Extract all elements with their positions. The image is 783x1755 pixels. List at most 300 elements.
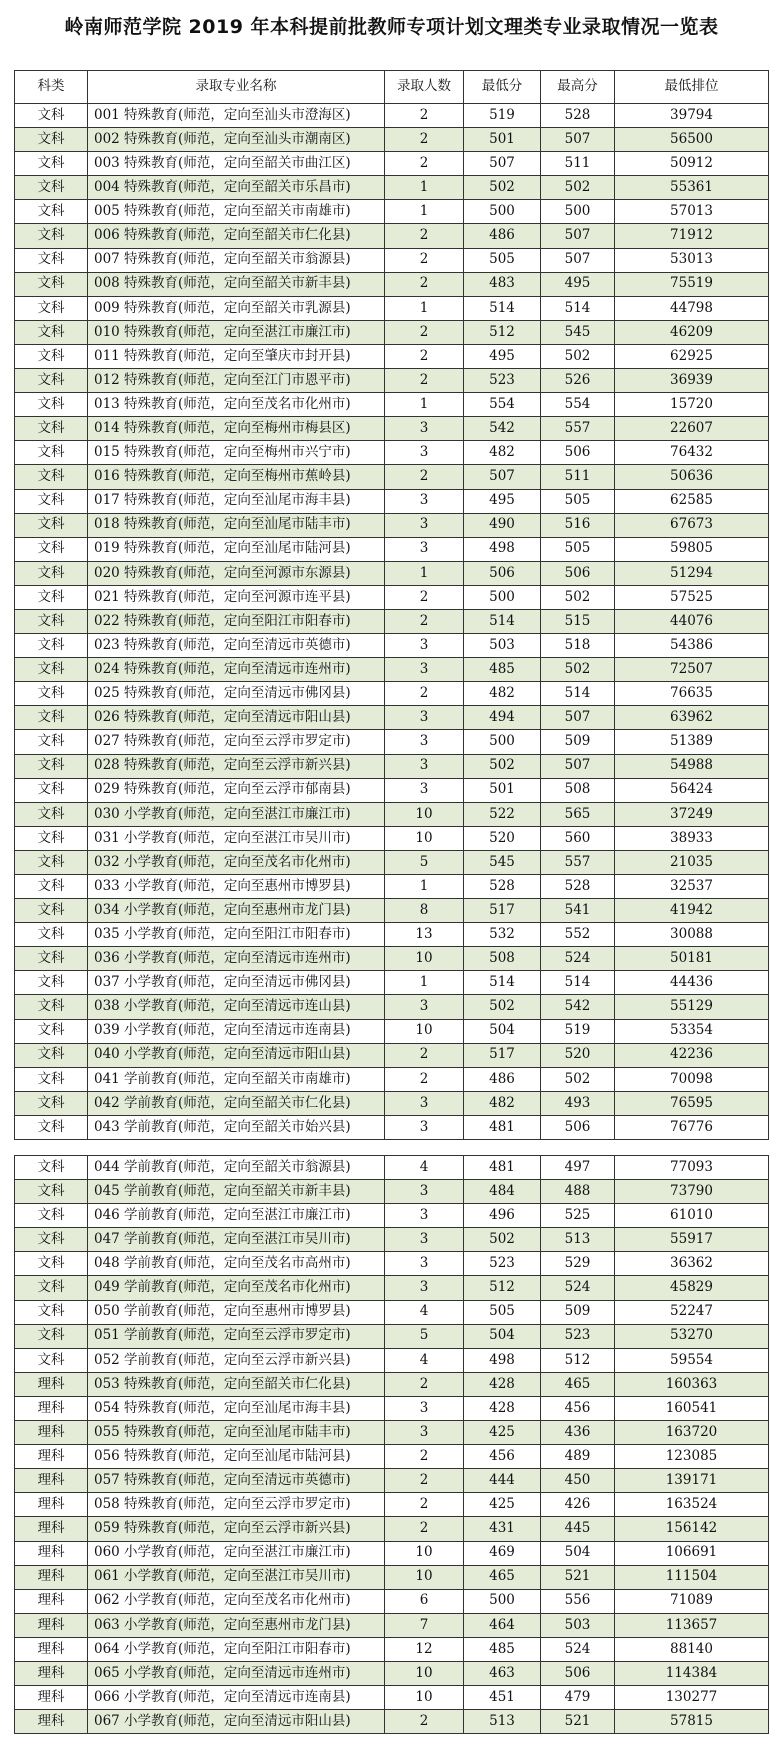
cell-max-score: 500 (541, 200, 615, 224)
cell-min-score: 501 (464, 778, 541, 802)
cell-min-rank: 63962 (615, 706, 769, 730)
cell-category: 理科 (15, 1396, 88, 1420)
cell-min-score: 507 (464, 152, 541, 176)
cell-category: 文科 (15, 200, 88, 224)
cell-min-rank: 54386 (615, 634, 769, 658)
cell-category: 文科 (15, 176, 88, 200)
cell-min-rank: 46209 (615, 320, 769, 344)
cell-min-rank: 57815 (615, 1710, 769, 1734)
cell-min-rank: 15720 (615, 393, 769, 417)
cell-min-score: 486 (464, 224, 541, 248)
cell-major-name: 061 小学教育(师范，定向至湛江市吴川市) (88, 1565, 385, 1589)
cell-category: 文科 (15, 947, 88, 971)
cell-max-score: 545 (541, 320, 615, 344)
table-row (15, 1686, 769, 1710)
cell-major-name: 015 特殊教育(师范，定向至梅州市兴宁市) (88, 441, 385, 465)
cell-min-rank: 113657 (615, 1613, 769, 1637)
cell-max-score: 514 (541, 296, 615, 320)
table-row (15, 1043, 769, 1067)
table-row (15, 152, 769, 176)
table-row (15, 369, 769, 393)
cell-min-score: 481 (464, 1115, 541, 1139)
cell-max-score: 524 (541, 1276, 615, 1300)
cell-major-name: 032 小学教育(师范，定向至茂名市化州市) (88, 850, 385, 874)
table-header-row (15, 71, 769, 104)
cell-admitted-count: 3 (385, 1421, 464, 1445)
cell-major-name: 043 学前教育(师范，定向至韶关市始兴县) (88, 1115, 385, 1139)
table-row (15, 585, 769, 609)
table-row (15, 875, 769, 899)
cell-category: 文科 (15, 754, 88, 778)
cell-min-score: 482 (464, 1091, 541, 1115)
cell-min-score: 505 (464, 1300, 541, 1324)
cell-category: 文科 (15, 393, 88, 417)
cell-admitted-count: 4 (385, 1348, 464, 1372)
cell-min-rank: 44076 (615, 609, 769, 633)
cell-admitted-count: 2 (385, 1043, 464, 1067)
table-row (15, 441, 769, 465)
cell-admitted-count: 3 (385, 1204, 464, 1228)
cell-major-name: 041 学前教育(师范，定向至韶关市南雄市) (88, 1067, 385, 1091)
cell-min-score: 505 (464, 248, 541, 272)
cell-min-rank: 70098 (615, 1067, 769, 1091)
cell-min-rank: 163720 (615, 1421, 769, 1445)
cell-admitted-count: 10 (385, 826, 464, 850)
table-row (15, 1067, 769, 1091)
cell-category: 理科 (15, 1372, 88, 1396)
cell-min-rank: 71089 (615, 1589, 769, 1613)
cell-admitted-count: 10 (385, 802, 464, 826)
cell-major-name: 021 特殊教育(师范，定向至河源市连平县) (88, 585, 385, 609)
cell-min-rank: 39794 (615, 104, 769, 128)
cell-max-score: 524 (541, 1637, 615, 1661)
cell-major-name: 023 特殊教育(师范，定向至清远市英德市) (88, 634, 385, 658)
cell-max-score: 518 (541, 634, 615, 658)
table-row (15, 899, 769, 923)
table-row (15, 344, 769, 368)
cell-min-score: 501 (464, 128, 541, 152)
cell-max-score: 565 (541, 802, 615, 826)
cell-major-name: 048 学前教育(师范，定向至茂名市高州市) (88, 1252, 385, 1276)
cell-major-name: 007 特殊教育(师范，定向至韶关市翁源县) (88, 248, 385, 272)
cell-major-name: 002 特殊教育(师范，定向至汕头市潮南区) (88, 128, 385, 152)
cell-admitted-count: 2 (385, 465, 464, 489)
cell-min-score: 502 (464, 995, 541, 1019)
cell-major-name: 022 特殊教育(师范，定向至阳江市阳春市) (88, 609, 385, 633)
cell-category: 文科 (15, 1348, 88, 1372)
cell-admitted-count: 5 (385, 850, 464, 874)
table-row (15, 1091, 769, 1115)
cell-major-name: 024 特殊教育(师范，定向至清远市连州市) (88, 658, 385, 682)
cell-max-score: 514 (541, 682, 615, 706)
cell-admitted-count: 5 (385, 1324, 464, 1348)
cell-min-rank: 59554 (615, 1348, 769, 1372)
cell-min-score: 428 (464, 1372, 541, 1396)
cell-admitted-count: 3 (385, 1252, 464, 1276)
cell-min-score: 500 (464, 730, 541, 754)
cell-min-score: 504 (464, 1324, 541, 1348)
cell-min-score: 520 (464, 826, 541, 850)
cell-category: 文科 (15, 971, 88, 995)
table-row (15, 128, 769, 152)
cell-major-name: 058 特殊教育(师范，定向至云浮市罗定市) (88, 1493, 385, 1517)
cell-min-rank: 156142 (615, 1517, 769, 1541)
cell-max-score: 450 (541, 1469, 615, 1493)
table-row (15, 1019, 769, 1043)
cell-min-score: 502 (464, 176, 541, 200)
table-row (15, 224, 769, 248)
cell-major-name: 040 小学教育(师范，定向至清远市阳山县) (88, 1043, 385, 1067)
cell-major-name: 013 特殊教育(师范，定向至茂名市化州市) (88, 393, 385, 417)
cell-max-score: 505 (541, 489, 615, 513)
cell-min-rank: 57525 (615, 585, 769, 609)
cell-admitted-count: 3 (385, 513, 464, 537)
cell-max-score: 557 (541, 850, 615, 874)
cell-max-score: 524 (541, 947, 615, 971)
cell-min-score: 532 (464, 923, 541, 947)
table-row (15, 272, 769, 296)
cell-admitted-count: 2 (385, 128, 464, 152)
table-row (15, 296, 769, 320)
cell-min-score: 484 (464, 1180, 541, 1204)
cell-min-score: 483 (464, 272, 541, 296)
cell-category: 文科 (15, 658, 88, 682)
cell-admitted-count: 2 (385, 344, 464, 368)
cell-admitted-count: 1 (385, 561, 464, 585)
cell-admitted-count: 1 (385, 176, 464, 200)
cell-min-rank: 50181 (615, 947, 769, 971)
cell-major-name: 062 小学教育(师范，定向至茂名市化州市) (88, 1589, 385, 1613)
cell-max-score: 511 (541, 152, 615, 176)
cell-admitted-count: 3 (385, 634, 464, 658)
table-row (15, 778, 769, 802)
cell-major-name: 025 特殊教育(师范，定向至清远市佛冈县) (88, 682, 385, 706)
cell-min-score: 514 (464, 296, 541, 320)
table-row (15, 104, 769, 128)
cell-major-name: 063 小学教育(师范，定向至惠州市龙门县) (88, 1613, 385, 1637)
cell-major-name: 030 小学教育(师范，定向至湛江市廉江市) (88, 802, 385, 826)
cell-category: 文科 (15, 585, 88, 609)
table-row (15, 802, 769, 826)
cell-min-score: 486 (464, 1067, 541, 1091)
cell-min-rank: 51389 (615, 730, 769, 754)
cell-category: 文科 (15, 875, 88, 899)
table-row (15, 730, 769, 754)
cell-major-name: 019 特殊教育(师范，定向至汕尾市陆河县) (88, 537, 385, 561)
cell-min-rank: 73790 (615, 1180, 769, 1204)
cell-admitted-count: 10 (385, 1686, 464, 1710)
table-row (15, 609, 769, 633)
cell-max-score: 528 (541, 104, 615, 128)
cell-max-score: 528 (541, 875, 615, 899)
cell-major-name: 045 学前教育(师范，定向至韶关市新丰县) (88, 1180, 385, 1204)
cell-max-score: 445 (541, 1517, 615, 1541)
cell-max-score: 426 (541, 1493, 615, 1517)
cell-max-score: 507 (541, 706, 615, 730)
cell-admitted-count: 4 (385, 1300, 464, 1324)
cell-max-score: 509 (541, 730, 615, 754)
cell-min-rank: 55917 (615, 1228, 769, 1252)
header-min-rank: 最低排位 (615, 71, 769, 104)
cell-max-score: 513 (541, 1228, 615, 1252)
cell-admitted-count: 1 (385, 875, 464, 899)
cell-category: 文科 (15, 465, 88, 489)
cell-major-name: 026 特殊教育(师范，定向至清远市阳山县) (88, 706, 385, 730)
cell-category: 文科 (15, 1115, 88, 1139)
cell-admitted-count: 2 (385, 104, 464, 128)
cell-category: 理科 (15, 1517, 88, 1541)
cell-max-score: 542 (541, 995, 615, 1019)
cell-admitted-count: 3 (385, 489, 464, 513)
cell-major-name: 053 特殊教育(师范，定向至韶关市仁化县) (88, 1372, 385, 1396)
cell-major-name: 035 小学教育(师范，定向至阳江市阳春市) (88, 923, 385, 947)
cell-min-score: 513 (464, 1710, 541, 1734)
cell-min-rank: 72507 (615, 658, 769, 682)
cell-admitted-count: 2 (385, 272, 464, 296)
cell-major-name: 046 学前教育(师范，定向至湛江市廉江市) (88, 1204, 385, 1228)
cell-admitted-count: 3 (385, 1228, 464, 1252)
cell-admitted-count: 2 (385, 1517, 464, 1541)
cell-admitted-count: 2 (385, 682, 464, 706)
cell-min-score: 485 (464, 1637, 541, 1661)
cell-max-score: 493 (541, 1091, 615, 1115)
cell-category: 文科 (15, 1228, 88, 1252)
cell-admitted-count: 3 (385, 1276, 464, 1300)
cell-min-rank: 21035 (615, 850, 769, 874)
cell-min-score: 485 (464, 658, 541, 682)
cell-min-rank: 75519 (615, 272, 769, 296)
cell-category: 文科 (15, 489, 88, 513)
table-row (15, 754, 769, 778)
cell-min-score: 482 (464, 682, 541, 706)
cell-major-name: 008 特殊教育(师范，定向至韶关市新丰县) (88, 272, 385, 296)
cell-category: 文科 (15, 706, 88, 730)
cell-max-score: 526 (541, 369, 615, 393)
cell-max-score: 488 (541, 1180, 615, 1204)
cell-min-score: 517 (464, 1043, 541, 1067)
table-row (15, 1493, 769, 1517)
table-row (15, 1228, 769, 1252)
cell-max-score: 506 (541, 1661, 615, 1685)
table-row (15, 1517, 769, 1541)
cell-min-score: 494 (464, 706, 541, 730)
cell-min-rank: 45829 (615, 1276, 769, 1300)
table-row (15, 1710, 769, 1734)
cell-max-score: 506 (541, 561, 615, 585)
cell-min-score: 512 (464, 1276, 541, 1300)
cell-max-score: 502 (541, 1067, 615, 1091)
table-row (15, 1180, 769, 1204)
cell-max-score: 497 (541, 1156, 615, 1180)
cell-min-score: 463 (464, 1661, 541, 1685)
cell-admitted-count: 2 (385, 1372, 464, 1396)
cell-min-rank: 59805 (615, 537, 769, 561)
cell-admitted-count: 3 (385, 658, 464, 682)
cell-major-name: 029 特殊教育(师范，定向至云浮市郁南县) (88, 778, 385, 802)
cell-min-score: 465 (464, 1565, 541, 1589)
table-row (15, 706, 769, 730)
cell-min-rank: 76432 (615, 441, 769, 465)
cell-max-score: 520 (541, 1043, 615, 1067)
table-row (15, 995, 769, 1019)
table-row (15, 1372, 769, 1396)
cell-admitted-count: 4 (385, 1156, 464, 1180)
cell-category: 文科 (15, 923, 88, 947)
cell-max-score: 508 (541, 778, 615, 802)
cell-min-rank: 50912 (615, 152, 769, 176)
cell-major-name: 020 特殊教育(师范，定向至河源市东源县) (88, 561, 385, 585)
cell-major-name: 057 特殊教育(师范，定向至清远市英德市) (88, 1469, 385, 1493)
cell-major-name: 012 特殊教育(师范，定向至江门市恩平市) (88, 369, 385, 393)
cell-category: 文科 (15, 441, 88, 465)
cell-min-score: 425 (464, 1493, 541, 1517)
cell-min-rank: 56424 (615, 778, 769, 802)
cell-min-score: 512 (464, 320, 541, 344)
cell-min-rank: 67673 (615, 513, 769, 537)
cell-major-name: 018 特殊教育(师范，定向至汕尾市陆丰市) (88, 513, 385, 537)
header-major-name: 录取专业名称 (88, 71, 385, 104)
cell-admitted-count: 2 (385, 585, 464, 609)
cell-major-name: 028 特殊教育(师范，定向至云浮市新兴县) (88, 754, 385, 778)
cell-category: 理科 (15, 1469, 88, 1493)
cell-category: 文科 (15, 899, 88, 923)
table-row (15, 947, 769, 971)
cell-min-score: 545 (464, 850, 541, 874)
cell-min-score: 523 (464, 369, 541, 393)
cell-min-score: 428 (464, 1396, 541, 1420)
cell-major-name: 044 学前教育(师范，定向至韶关市翁源县) (88, 1156, 385, 1180)
cell-category: 文科 (15, 634, 88, 658)
cell-min-score: 514 (464, 609, 541, 633)
cell-min-score: 523 (464, 1252, 541, 1276)
cell-min-rank: 62925 (615, 344, 769, 368)
cell-max-score: 502 (541, 658, 615, 682)
table-row (15, 1565, 769, 1589)
cell-max-score: 519 (541, 1019, 615, 1043)
cell-min-score: 502 (464, 1228, 541, 1252)
table-row (15, 176, 769, 200)
cell-max-score: 495 (541, 272, 615, 296)
cell-max-score: 541 (541, 899, 615, 923)
cell-category: 文科 (15, 778, 88, 802)
cell-category: 理科 (15, 1613, 88, 1637)
cell-category: 文科 (15, 224, 88, 248)
cell-major-name: 003 特殊教育(师范，定向至韶关市曲江区) (88, 152, 385, 176)
cell-max-score: 506 (541, 441, 615, 465)
cell-category: 理科 (15, 1686, 88, 1710)
cell-min-score: 503 (464, 634, 541, 658)
cell-min-score: 519 (464, 104, 541, 128)
cell-admitted-count: 3 (385, 1115, 464, 1139)
table-row (15, 826, 769, 850)
cell-category: 文科 (15, 272, 88, 296)
cell-min-score: 500 (464, 585, 541, 609)
cell-admitted-count: 3 (385, 441, 464, 465)
cell-min-rank: 53270 (615, 1324, 769, 1348)
cell-category: 文科 (15, 826, 88, 850)
cell-min-score: 498 (464, 537, 541, 561)
admission-table-part-2 (14, 1155, 769, 1734)
cell-min-score: 469 (464, 1541, 541, 1565)
cell-admitted-count: 2 (385, 1445, 464, 1469)
cell-max-score: 456 (541, 1396, 615, 1420)
cell-min-rank: 76776 (615, 1115, 769, 1139)
cell-major-name: 049 学前教育(师范，定向至茂名市化州市) (88, 1276, 385, 1300)
cell-major-name: 066 小学教育(师范，定向至清远市连南县) (88, 1686, 385, 1710)
cell-category: 文科 (15, 1156, 88, 1180)
cell-min-rank: 61010 (615, 1204, 769, 1228)
cell-min-score: 504 (464, 1019, 541, 1043)
cell-min-rank: 88140 (615, 1637, 769, 1661)
cell-category: 文科 (15, 802, 88, 826)
admission-table-part-1 (14, 70, 769, 1140)
cell-min-score: 482 (464, 441, 541, 465)
table-row (15, 923, 769, 947)
cell-max-score: 503 (541, 1613, 615, 1637)
cell-min-score: 528 (464, 875, 541, 899)
cell-min-score: 456 (464, 1445, 541, 1469)
cell-min-rank: 53354 (615, 1019, 769, 1043)
cell-major-name: 036 小学教育(师范，定向至清远市连州市) (88, 947, 385, 971)
cell-max-score: 521 (541, 1565, 615, 1589)
table-row (15, 1204, 769, 1228)
cell-admitted-count: 13 (385, 923, 464, 947)
cell-category: 文科 (15, 1091, 88, 1115)
cell-max-score: 504 (541, 1541, 615, 1565)
cell-admitted-count: 2 (385, 1710, 464, 1734)
table-row (15, 465, 769, 489)
cell-major-name: 056 特殊教育(师范，定向至汕尾市陆河县) (88, 1445, 385, 1469)
cell-admitted-count: 3 (385, 537, 464, 561)
cell-max-score: 506 (541, 1115, 615, 1139)
table-row (15, 513, 769, 537)
cell-admitted-count: 3 (385, 706, 464, 730)
table-row (15, 1421, 769, 1445)
cell-min-rank: 22607 (615, 417, 769, 441)
cell-admitted-count: 3 (385, 1091, 464, 1115)
cell-major-name: 042 学前教育(师范，定向至韶关市仁化县) (88, 1091, 385, 1115)
cell-min-rank: 32537 (615, 875, 769, 899)
cell-category: 理科 (15, 1565, 88, 1589)
cell-major-name: 031 小学教育(师范，定向至湛江市吴川市) (88, 826, 385, 850)
cell-max-score: 479 (541, 1686, 615, 1710)
cell-category: 文科 (15, 128, 88, 152)
cell-min-rank: 54988 (615, 754, 769, 778)
cell-major-name: 064 小学教育(师范，定向至阳江市阳春市) (88, 1637, 385, 1661)
cell-min-score: 500 (464, 200, 541, 224)
cell-admitted-count: 2 (385, 609, 464, 633)
cell-min-rank: 71912 (615, 224, 769, 248)
cell-admitted-count: 10 (385, 1661, 464, 1685)
cell-major-name: 004 特殊教育(师范，定向至韶关市乐昌市) (88, 176, 385, 200)
cell-category: 文科 (15, 1276, 88, 1300)
cell-min-rank: 42236 (615, 1043, 769, 1067)
header-min-score: 最低分 (464, 71, 541, 104)
cell-min-score: 496 (464, 1204, 541, 1228)
cell-min-rank: 41942 (615, 899, 769, 923)
cell-category: 理科 (15, 1589, 88, 1613)
cell-admitted-count: 3 (385, 995, 464, 1019)
cell-admitted-count: 3 (385, 417, 464, 441)
table-row (15, 634, 769, 658)
cell-admitted-count: 2 (385, 1469, 464, 1493)
cell-min-score: 507 (464, 465, 541, 489)
cell-min-rank: 111504 (615, 1565, 769, 1589)
cell-min-rank: 53013 (615, 248, 769, 272)
cell-min-rank: 51294 (615, 561, 769, 585)
cell-max-score: 436 (541, 1421, 615, 1445)
cell-category: 文科 (15, 609, 88, 633)
